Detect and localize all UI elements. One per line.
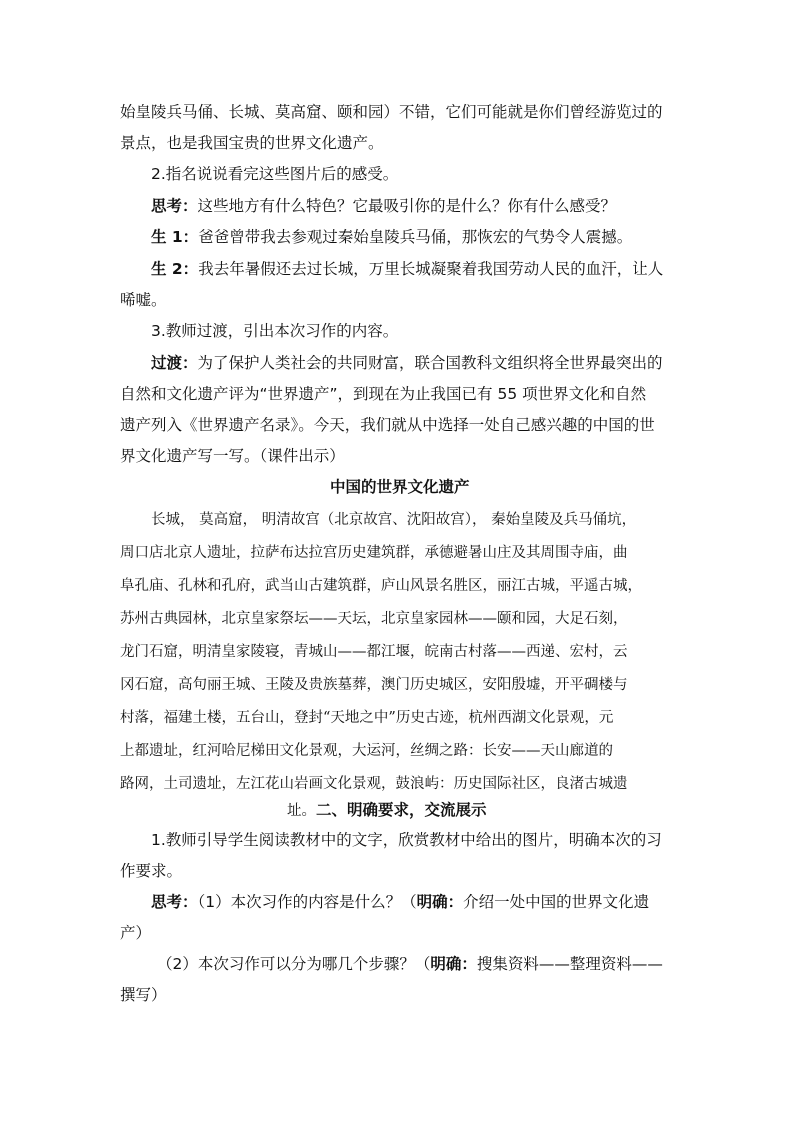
line-text: 爸爸曾带我去参观过秦始皇陵兵马俑，那恢宏的气势令人震撼。	[198, 228, 633, 246]
label-clarify-2: 明确：	[430, 955, 477, 973]
label-think-2: 思考：	[151, 893, 198, 911]
paragraph-line: 撰写）	[120, 986, 167, 1004]
heritage-list-line: 路网，土司遗址，左江花山岩画文化景观，鼓浪屿：历史国际社区，良渚古城遗	[120, 776, 628, 792]
paragraph-line: 2.指名说说看完这些图片后的感受。	[151, 165, 399, 183]
label-clarify: 明确：	[416, 893, 464, 911]
heritage-list-line: 阜孔庙、孔林和孔府，武当山古建筑群，庐山风景名胜区，丽江古城，平遥古城，	[120, 578, 642, 594]
heritage-list-line: 上都遗址，红河哈尼梯田文化景观，大运河，丝绸之路：长安——天山廊道的	[120, 743, 613, 759]
line-text: 这些地方有什么特色？它最吸引你的是什么？你有什么感受？	[197, 197, 617, 215]
line-text: （1）本次习作的内容是什么？（	[197, 893, 417, 911]
paragraph-line: 1.教师引导学生阅读教材中的文字，欣赏教材中给出的图片，明确本次的习	[151, 831, 662, 849]
line-text: 搜集资料——整理资料——	[476, 955, 663, 973]
section-heading-2: 二、明确要求，交流展示	[316, 801, 487, 819]
paragraph-line	[287, 800, 487, 821]
paragraph-line: 遗产列入《世界遗产名录》。今天，我们就从中选择一处自己感兴趣的中国的世	[120, 416, 655, 434]
heritage-list-end: 址。	[287, 803, 316, 819]
heritage-list-line: 苏州古典园林，北京皇家祭坛——天坛，北京皇家园林——颐和园，大足石刻，	[120, 611, 628, 627]
paragraph-line: 景点，也是我国宝贵的世界文化遗产。	[120, 134, 384, 152]
label-student-2: 生 2：	[151, 260, 199, 278]
paragraph-line: 唏嘘。	[120, 291, 167, 309]
label-transition: 过渡：	[151, 354, 198, 372]
section-heading: 中国的世界文化遗产	[330, 478, 470, 496]
line-text: 我去年暑假还去过长城，万里长城凝聚着我国劳动人民的血汗，让人	[198, 260, 664, 278]
paragraph-line: 始皇陵兵马俑、长城、莫高窟、颐和园）不错，它们可能就是你们曾经游览过的	[120, 103, 663, 121]
heritage-list-line: 周口店北京人遗址，拉萨布达拉宫历史建筑群，承德避暑山庄及其周围寺庙，曲	[120, 545, 628, 561]
heritage-list-line: 长城， 莫高窟， 明清故宫（北京故宫、沈阳故宫）， 秦始皇陵及兵马俑坑，	[151, 512, 637, 528]
paragraph-line: 产）	[120, 924, 152, 942]
line-text: 介绍一处中国的世界文化遗	[463, 893, 650, 911]
paragraph-line: 自然和文化遗产评为“世界遗产”，到现在为止我国已有 55 项世界文化和自然	[120, 385, 647, 403]
paragraph-line: 作要求。	[120, 862, 183, 880]
paragraph-line	[151, 259, 663, 279]
heritage-list-line: 龙门石窟，明清皇家陵寝，青城山——都江堰，皖南古村落——西递、宏村，云	[120, 644, 628, 660]
paragraph-line	[151, 196, 616, 216]
label-student-1: 生 1：	[151, 228, 199, 246]
paragraph-line: 界文化遗产写一写。（课件出示）	[120, 447, 345, 465]
paragraph-line	[151, 892, 649, 912]
label-think: 思考：	[151, 197, 198, 215]
line-text: 为了保护人类社会的共同财富，联合国教科文组织将全世界最突出的	[197, 354, 663, 372]
paragraph-line	[151, 227, 632, 247]
paragraph-line: 3.教师过渡，引出本次习作的内容。	[151, 322, 399, 340]
line-text: （2）本次习作可以分为哪几个步骤？（	[157, 955, 431, 973]
heritage-list-line: 村落，福建土楼，五台山，登封“天地之中”历史古迹，杭州西湖文化景观，元	[120, 710, 614, 726]
paragraph-line	[157, 954, 663, 974]
heritage-list-line: 冈石窟，高句丽王城、王陵及贵族墓葬，澳门历史城区，安阳殷墟，开平碉楼与	[120, 677, 628, 693]
paragraph-line	[151, 353, 663, 373]
